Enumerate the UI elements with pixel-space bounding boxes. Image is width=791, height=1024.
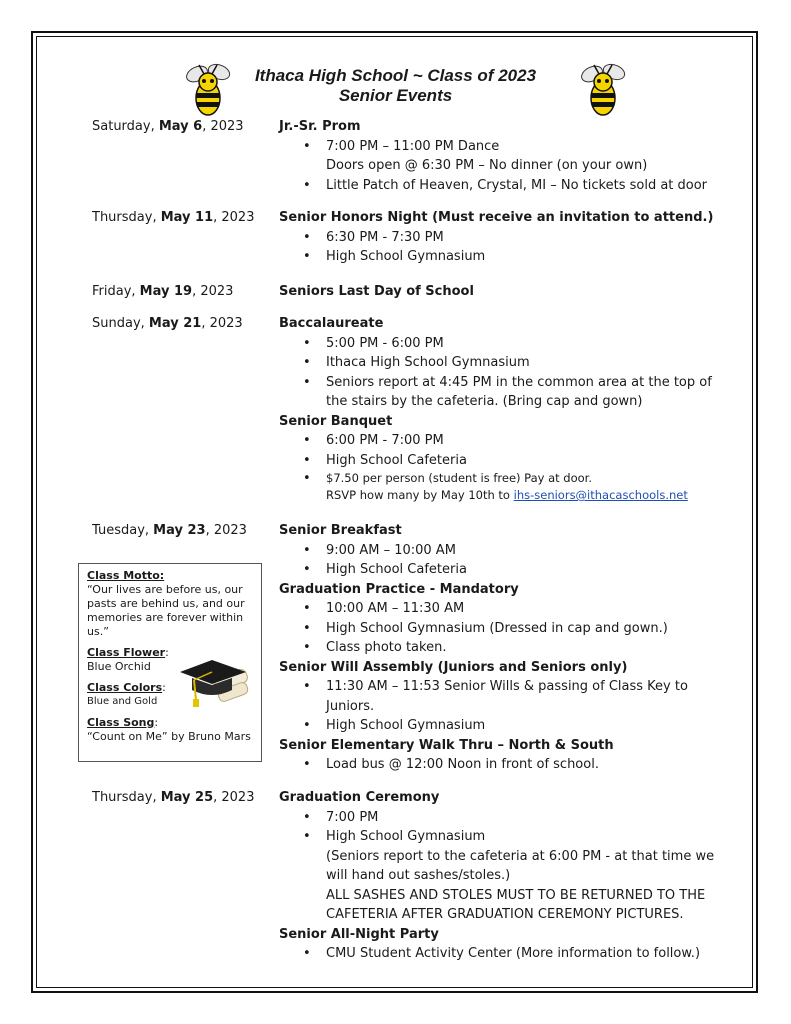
flower-label: Class Flower [87, 646, 166, 659]
song-text: “Count on Me” by Bruno Mars [87, 730, 251, 743]
event-title: Jr.-Sr. Prom [279, 119, 361, 134]
class-info-box [78, 563, 262, 762]
event-date: Friday, May 19, 2023 [92, 284, 234, 299]
event-title: Graduation Ceremony [279, 790, 440, 805]
event-title: Senior Will Assembly (Juniors and Seniors only) [279, 659, 628, 675]
colors-text: Blue and Gold [87, 696, 158, 707]
event-title: Senior Honors Night (Must receive an invitation to attend.) [279, 210, 714, 225]
rsvp-line: RSVP how many by May 10th to ihs-seniors@ithacaschools.net [326, 488, 688, 502]
list-item: • 6:30 PM - 7:30 PM [279, 228, 719, 248]
event-details [279, 208, 719, 267]
song-heading: Class Song: [87, 716, 159, 729]
colors-heading: Class Colors: [87, 681, 166, 694]
event-note: (Seniors report to the cafeteria at 6:00 PM - at that time we will hand out sashes/stoles.) [326, 848, 715, 883]
motto-text: “Our lives are before us, our pasts are behind us, and our memories are forever within us.” [87, 583, 245, 638]
flower-text: Blue Orchid [87, 660, 151, 673]
list-item: • Load bus @ 12:00 Noon in front of school. [279, 755, 719, 775]
event-date: Saturday, May 6, 2023 [92, 119, 244, 134]
event-note: ALL SASHES AND STOLES MUST TO BE RETURNED TO THE CAFETERIA AFTER GRADUATION CEREMONY PICTURES. [326, 887, 706, 922]
list-item: • High School Cafeteria [279, 451, 719, 471]
list-item: • 6:00 PM - 7:00 PM [279, 431, 719, 451]
event-title: Senior Elementary Walk Thru – North & South [279, 737, 614, 753]
list-item: • 11:30 AM – 11:53 Senior Wills & passing of Class Key to Juniors. [279, 677, 719, 716]
motto-label: Class Motto: [87, 569, 165, 582]
page-subtitle: Senior Events [338, 86, 453, 105]
event-date: Thursday, May 25, 2023 [92, 790, 255, 805]
page-title: Ithaca High School ~ Class of 2023 [254, 66, 537, 85]
flower-heading: Class Flower: [87, 646, 169, 659]
event-details [279, 282, 719, 302]
colors-label: Class Colors [87, 681, 163, 694]
list-item: • High School Gymnasium [279, 827, 719, 847]
event-details [279, 788, 719, 964]
list-item: • Ithaca High School Gymnasium [279, 353, 719, 373]
list-item: • 9:00 AM – 10:00 AM [279, 541, 719, 561]
list-item: • CMU Student Activity Center (More information to follow.) [279, 944, 719, 964]
event-note: Doors open @ 6:30 PM – No dinner (on your own) [326, 158, 648, 173]
list-item: • High School Gymnasium (Dressed in cap and gown.) [279, 619, 719, 639]
event-title: Senior Banquet [279, 413, 393, 429]
email-link[interactable]: ihs-seniors@ithacaschools.net [513, 488, 688, 502]
event-date: Tuesday, May 23, 2023 [92, 523, 247, 538]
event-date: Thursday, May 11, 2023 [92, 210, 255, 225]
event-title: Senior All-Night Party [279, 926, 439, 942]
event-date: Sunday, May 21, 2023 [92, 316, 243, 331]
list-item: • 5:00 PM - 6:00 PM [279, 334, 719, 354]
event-title: Baccalaureate [279, 316, 384, 331]
list-item: • Class photo taken. [279, 638, 719, 658]
event-title: Seniors Last Day of School [279, 284, 474, 299]
event-title: Senior Breakfast [279, 523, 402, 538]
list-item: • 10:00 AM – 11:30 AM [279, 599, 719, 619]
list-item: • $7.50 per person (student is free) Pay at door. [279, 470, 719, 487]
graduation-cap-icon [174, 652, 254, 722]
list-item: • High School Gymnasium [279, 247, 719, 267]
song-label: Class Song [87, 716, 155, 729]
list-item: • 7:00 PM [279, 808, 719, 828]
event-details [279, 314, 719, 504]
list-item: • Seniors report at 4:45 PM in the common area at the top of the stairs by the cafeteria. (Bring cap and gown) [279, 373, 719, 412]
event-title: Graduation Practice - Mandatory [279, 581, 519, 597]
list-item: • 7:00 PM – 11:00 PM Dance [279, 137, 719, 157]
list-item: • High School Cafeteria [279, 560, 719, 580]
event-details [279, 117, 719, 195]
list-item: • Little Patch of Heaven, Crystal, MI – No tickets sold at door [279, 176, 719, 196]
event-details [279, 521, 719, 775]
list-item: • High School Gymnasium [279, 716, 719, 736]
